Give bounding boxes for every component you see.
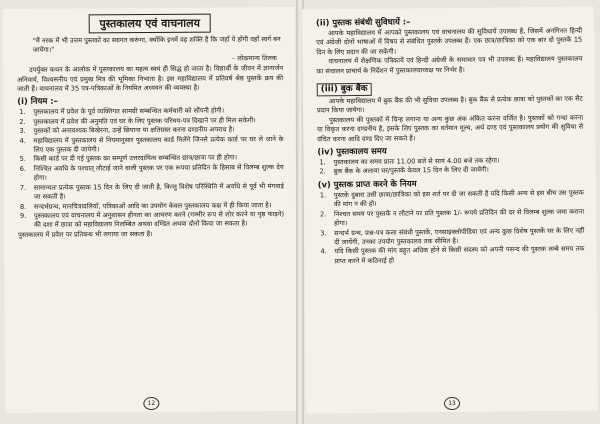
page-title: पुस्तकालय एवं वाचनालय	[88, 14, 211, 34]
list-text: निश्चत समय पर पुस्तकें न लौटाने पर प्रति पुस्तक 1/- रूपये प्रतिदिन की दर से विलम्ब शुल्क जमा कराना होगा।	[333, 207, 585, 228]
right-page	[302, 6, 598, 413]
list-item	[18, 182, 284, 203]
list-item	[318, 165, 584, 177]
list-item	[318, 245, 584, 267]
list-number: 2.	[319, 167, 326, 176]
page-number: 13	[444, 397, 460, 410]
reading-room-paragraph: वाचनालय में शैक्षणिक पत्रिकायें एवं हिन्दी अंग्रेजी के समाचार पत्र भी उपलब्ध हैं। महाविद्यालय पुस्तकालय का संचालन प्राचार्य के निर्देशन में पुस्तकालयाध्यक्ष पर निर्भर है।	[316, 54, 583, 76]
list-number: 1.	[19, 108, 26, 117]
closing-line: पुस्तकालय में प्रवेश पर प्रतिबन्ध भी लगाया जा सकता है।	[18, 229, 153, 239]
issue-rules-list	[318, 188, 585, 266]
rules-heading: (i) नियम :–	[17, 96, 58, 107]
list-text: किसी कार्ड पर दी गई पुस्तक का सम्पूर्ण उत्तरदायित्व सम्बन्धित छात्र/छात्रा पर ही होगा।	[33, 153, 238, 164]
list-text: बुक बैंक के अलावा घर/पुस्तकें केवल 15 दिन के लिए दी जायेंगी।	[333, 166, 489, 176]
list-number: 2.	[319, 209, 327, 219]
list-text: पुस्तकालय एवं वाचनालय में अनुशासन हीनता का आचरण करने (गम्भीर रूप से शोर करने या पृष्ठ फाड़ने) की दशा में छात्रा को महाविद्यालय निलम्बित अथवा दण्डित अथवा दोनों किया जा सकता है।	[34, 209, 285, 230]
list-number: 7.	[19, 183, 27, 192]
list-number: 1.	[319, 158, 326, 167]
book-bank-heading: (iii) बुक बैंक	[317, 83, 372, 97]
book-care-paragraph: पुस्तकालय की पुस्तकों में चिन्ह लगाना या अन्य कुछ अंक अंकित करना वर्जित है। पुस्तकों को गन्दा करना या विकृत करना दण्डनीय है, इसके लिए पुस्तक का वर्तमान मूल्य, अर्थ दण्ड एवं पुस्तकालय प्रयोग की सुविधा से वंचित करना आदि दण्ड दिए जा सकते हैं।	[317, 113, 584, 144]
list-text: महाविद्यालय में पुस्तकालय से नियमानुसार पुस्तकालय कार्ड मिलेंगे जिनसे प्रत्येक कार्ड पर घर ले जाने के लिए एक पुस्तक दी जायेगी।	[33, 134, 284, 154]
list-text: सामान्यतः प्रत्येक पुस्तक 15 दिन के लिए दी जाती है, किन्तु विशेष परिस्थिति में अवधि से पूर्व भी मंगवाई जा सकती है।	[33, 181, 284, 201]
list-number: 6.	[19, 164, 27, 173]
list-text: पुस्तकालय में प्रवेश के पूर्व व्यक्तिगत सामग्री सम्बन्धित कर्मचारी को सौंपनी होगी।	[33, 106, 225, 117]
list-text: पुस्तकों को अनावश्यक बिखेरना, उन्हें छिपाना या क्षतिग्रस्त करना दण्डनीय अपराध है।	[33, 125, 235, 136]
quote: "मैं नरक में भी उत्तम पुस्तकों का स्वागत करूंगा, क्योंकि इनमें वह शक्ति है कि जहाँ ये होंगी वहाँ स्वर्ग बन जायेगा।"	[32, 35, 281, 55]
list-number: 3.	[320, 228, 327, 237]
list-text: सन्दर्भ ग्रन्थ, प्रश्न-पत्र कला संबंधी पुस्तकें, एनसाइक्लोपीडिया एवं अन्य कुछ विशेष पुस्तकें घर के लिए नहीं दी जायेंगी, उनका उपयोग पुस्तकालय तक सीमित है।	[334, 226, 585, 247]
rules-list	[17, 107, 284, 231]
list-number: 9.	[20, 211, 27, 220]
list-item	[17, 135, 283, 156]
intro-paragraph: उपर्युक्त कथन के आलोक में पुस्तकालय का महत्व स्वयं ही सिद्ध हो जाता है। विद्यार्थी के जीवन में ज्ञानार्जन अनिवार्य, विश्वसनीय एवं प्रमुख मित्र की भूमिका निभाता है। इस महाविद्यालय में प्रतिवर्ष श्रेष्ठ पुस्तकें क्रय की जाती हैं। वाचनालय में 35 पत्र-पत्रिकाओं के नियमित अध्ययन की व्यवस्था है।	[17, 64, 284, 93]
issue-rules-heading: (v) पुस्तक प्राप्त करने के नियम	[317, 178, 417, 190]
quote-author: – लोकमान्य तिलक	[231, 53, 277, 63]
list-text: पुस्तकालय का समय प्रातः 11.00 बजे से सायं 4.00 बजे तक रहेगा।	[333, 156, 500, 167]
timings-list	[317, 156, 583, 178]
list-number: 4.	[320, 247, 327, 256]
library-time-heading: (iv) पुस्तकालय समय	[317, 145, 387, 157]
left-page	[3, 7, 298, 413]
list-text: पुस्तकें दुबारा उसी छात्रा/छात्रिका को इस शर्त पर दी जा सकती है यदि किसी अन्य से इस बीच उस पुस्तक की मांग न की हो।	[333, 188, 584, 209]
list-number: 4.	[19, 136, 26, 145]
facilities-paragraph: आपके महाविद्यालय में आपको पुस्तकालय एवं वाचनालय की सुविधायें उपलब्ध हैं, जिसमें अनगिनत हिन्दी एवं अंग्रेजी दोनों भाषाओं में विषय से संबंधित पुस्तकें उपलब्ध हैं। एक छात्र/छात्रिका को एक बार दो पुस्तकें 15 दिन के लिए प्रदान की जा सकेंगी।	[316, 26, 583, 57]
page-number: 12	[143, 397, 159, 410]
list-item	[18, 210, 284, 231]
list-number: 5.	[19, 155, 26, 164]
list-number: 1.	[319, 191, 327, 200]
list-number: 3.	[19, 127, 26, 136]
list-text: सन्दर्भग्रन्थ, मानचित्रावलियाँ, पत्रिकाओं आदि का उपयोग केवल पुस्तकालय कक्ष में ही किया जाता है।	[33, 200, 272, 211]
list-number: 8.	[19, 202, 27, 211]
facilities-heading: (ii) पुस्तक संबंधी सुविधायें :–	[315, 16, 411, 28]
list-number: 2.	[19, 117, 26, 126]
list-text: निश्चित अवधि के पश्चात् लौटाई जाने वाली पुस्तक पर एक रूपया प्रतिदिन के हिसाब से विलम्ब शुल्क देय होगा।	[33, 162, 284, 183]
list-text: यदि किसी पुस्तक की मांग बहुत अधिक होने से किसी संदस्य को अपनी पसन्द की पुस्तक लम्बे समय तक प्राप्त करने में कठिनाई हो	[334, 244, 585, 265]
list-text: पुस्तकालय में प्रवेश की अनुमति एवं घर के लिए पुस्तक परिचय-पत्र दिखाने पर ही मिल सकेगी।	[33, 116, 256, 126]
book-bank-paragraph: आपके महाविद्यालय में बुक बैंक की भी सुविधा उपलब्ध है। बुक बैंक से प्रत्येक छात्रा को पुस्तकों का एक सैट प्रदान किया जायेगा।	[316, 94, 583, 115]
list-item	[18, 163, 284, 184]
